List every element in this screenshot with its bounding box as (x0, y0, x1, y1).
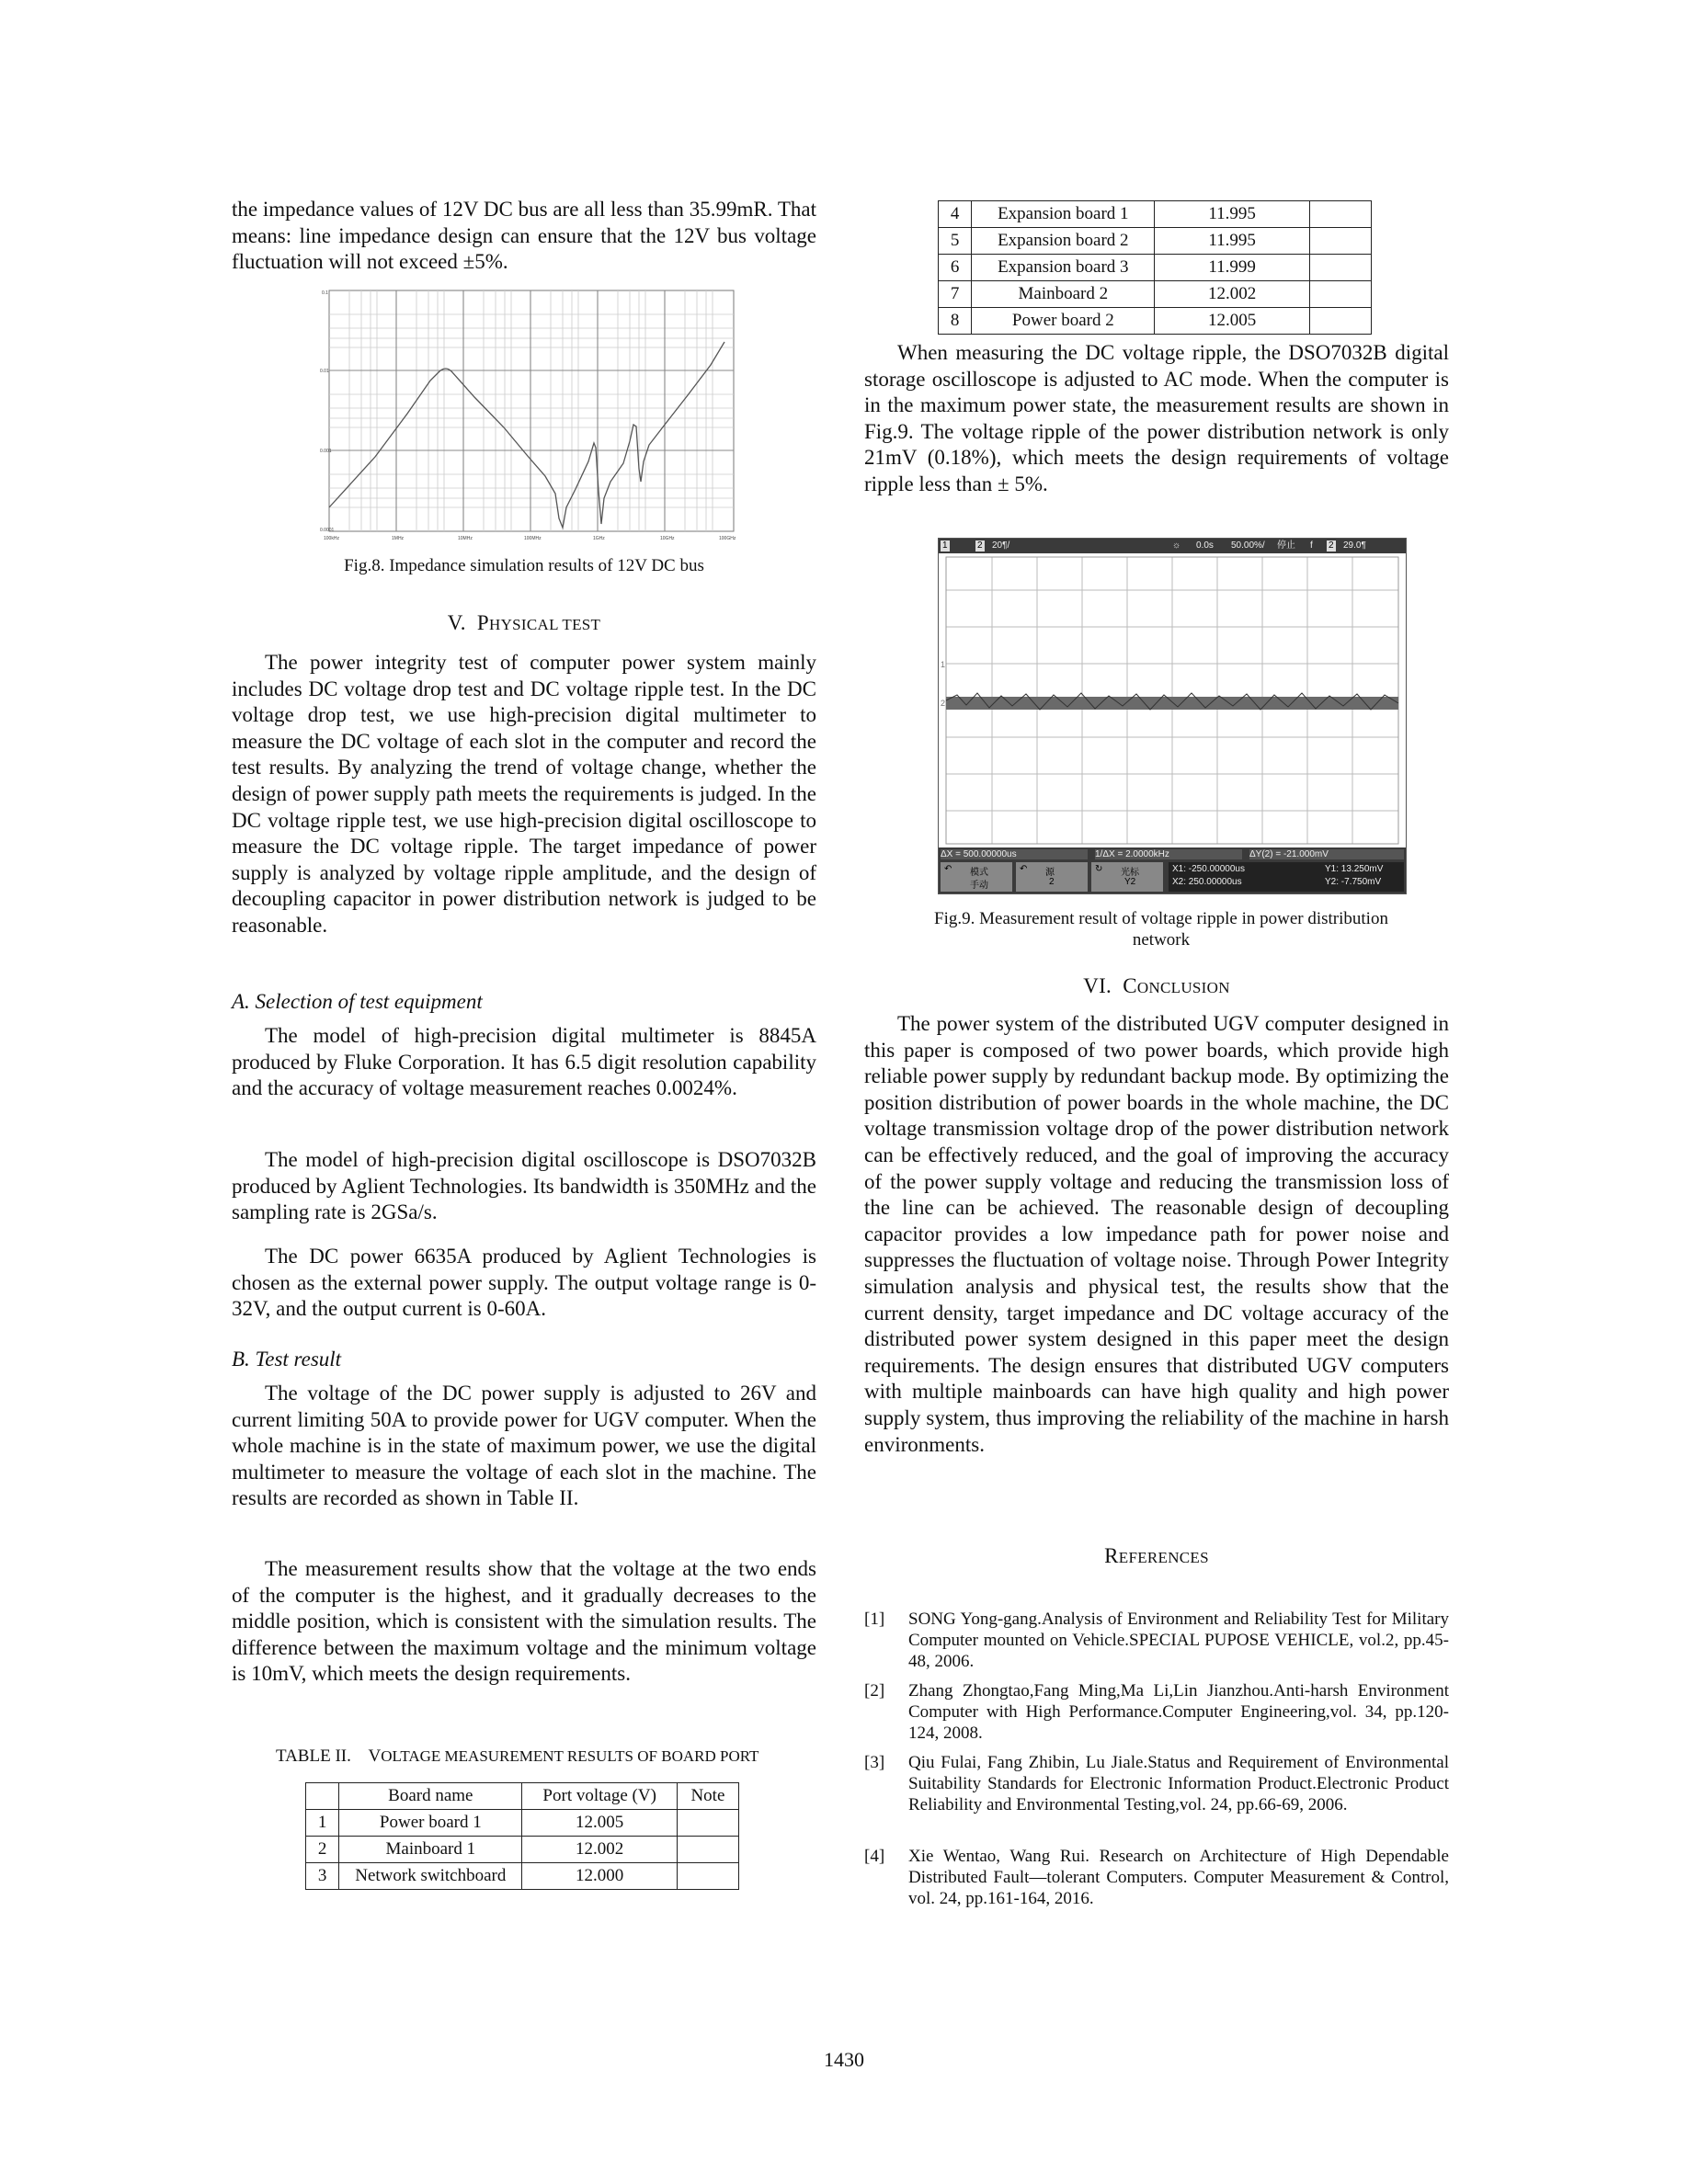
fig8-caption: Fig.8. Impedance simulation results of 12V DC bus (344, 556, 704, 575)
section-5-paragraph: The power integrity test of computer power system mainly includes DC voltage drop test and DC voltage ripple test. In the DC voltage drop test, we use high-precision digital multimeter to measure the DC voltage of each slot in the computer and record the test results. By analyzing the trend of voltage change, whether the design of power supply path meets the requirements is judged. In the DC voltage ripple test, we use high-precision digital oscilloscope to measure the DC voltage ripple. The target impedance of power supply is analyzed by voltage ripple amplitude, and the design of decoupling capacitor in power distribution network is judged to be reasonable. (232, 651, 816, 937)
table-cell: 12.002 (1155, 281, 1309, 308)
table-cell: 5 (939, 228, 972, 255)
scope-run-state: 停止 (1277, 540, 1295, 551)
fig8-xtick: 100GHz (719, 536, 736, 541)
table-cell: 1 (306, 1810, 339, 1837)
fig8-svg (320, 287, 743, 544)
section-6-title-rest: ONCLUSION (1136, 979, 1230, 996)
undo-icon: ↶ (944, 864, 952, 874)
scope-measure-dy: ΔY(2) = -21.000mV (1249, 849, 1404, 859)
table-row (939, 255, 1372, 281)
table-cell: Power board 2 (972, 308, 1155, 335)
table-cell: Expansion board 2 (972, 228, 1155, 255)
svg-text:2: 2 (941, 699, 946, 708)
fig8-impedance-plot (320, 287, 743, 544)
softkey-label: 模式 (970, 868, 988, 878)
table-2-part-1 (305, 1782, 739, 1890)
scope-mode-softkey[interactable] (941, 862, 1012, 892)
section-5-heading (232, 611, 816, 635)
knob-icon: ↻ (1095, 864, 1103, 874)
table-cell: Power board 1 (339, 1810, 522, 1837)
table-cell: Mainboard 1 (339, 1837, 522, 1863)
conclusion-paragraph: The power system of the distributed UGV computer designed in this paper is composed of two power boards, which provide high reliable power supply by redundant backup mode. By optimizing the position distribution of power boards in the whole machine, the DC voltage transmission voltage drop of the power distribution network can be effectively reduced, and the goal of improving the accuracy of the power supply voltage and reducing the transmission loss of the line can be achieved. The reasonable design of decoupling capacitor provides a low impedance path for power noise and suppresses the fluctuation of voltage noise. Through Power Integrity simulation analysis and physical test, the results show that the current density, target impedance and DC voltage accuracy of the distributed power system designed in this paper meet the design requirements. The design ensures that distributed UGV computers with multiple mainboards can have high quality and high power supply system, thus improving the reliability of the machine in harsh environments. (864, 1012, 1449, 1456)
fig8-xtick: 10GHz (660, 536, 675, 541)
table-2-part-2 (938, 200, 1372, 335)
scope-trigger-channel: 2 (1329, 540, 1334, 551)
section-6-title-initial: C (1123, 974, 1137, 997)
fig8-ytick: 0.0001 (320, 528, 335, 533)
subsection-a-paragraph-2: The model of high-precision digital oscilloscope is DSO7032B produced by Aglient Technologies. Its bandwidth is 350MHz and the sampling rate is 2GSa/s. (232, 1148, 816, 1224)
sun-icon: ☼ (1172, 540, 1181, 551)
table-row (306, 1783, 739, 1810)
page-number: 1430 (824, 2048, 864, 2071)
table-row (306, 1837, 739, 1863)
scope-ch2-indicator: 2 (977, 540, 983, 551)
scope-timebase: 50.00%/ (1231, 540, 1265, 551)
table-row (939, 308, 1372, 335)
scope-top-bar (939, 539, 1406, 553)
table-cell (1309, 201, 1371, 228)
subsection-b-paragraph-2: The measurement results show that the voltage at the two ends of the computer is the highest, and it gradually decreases to the middle position, which is consistent with the simulation results. The difference between the maximum voltage and the minimum voltage is 10mV, which meets the design requirements. (232, 1557, 816, 1686)
reference-number: [4] (864, 1847, 885, 1866)
table-cell: 11.999 (1155, 255, 1309, 281)
fig8-ytick: 0.001 (320, 449, 332, 454)
table-cell (1309, 228, 1371, 255)
scope-graticule (939, 553, 1406, 847)
table-cell (1309, 281, 1371, 308)
subsection-a-heading: A. Selection of test equipment (232, 990, 483, 1013)
table-row (939, 228, 1372, 255)
subsection-a-paragraph-1: The model of high-precision digital multimeter is 8845A produced by Fluke Corporation. It has 6.5 digit resolution capability and the accuracy of voltage measurement reaches 0.0024%. (232, 1024, 816, 1100)
fig8-ytick: 0.01 (320, 369, 329, 374)
section-5-number: V. (447, 611, 466, 634)
table-header-cell: Board name (339, 1783, 522, 1810)
scope-ch1-indicator: 1 (942, 540, 948, 551)
table-cell: 11.995 (1155, 201, 1309, 228)
table-cell: 12.000 (522, 1863, 677, 1890)
table-cell: Expansion board 1 (972, 201, 1155, 228)
table-header-cell: Note (677, 1783, 738, 1810)
scope-trigger-slope: f (1310, 540, 1313, 551)
table-cell: 7 (939, 281, 972, 308)
softkey-label: 源 (1045, 868, 1055, 878)
references-title-initial: R (1104, 1544, 1119, 1567)
table-row (939, 281, 1372, 308)
cursor-x1: X1: -250.00000us (1172, 864, 1245, 874)
section-5-title-rest: HYSICAL TEST (489, 616, 601, 633)
table-cell: 8 (939, 308, 972, 335)
table-cell: 11.995 (1155, 228, 1309, 255)
cursor-y2: Y2: -7.750mV (1325, 877, 1382, 887)
table-cell (1309, 308, 1371, 335)
table-cell: 12.002 (522, 1837, 677, 1863)
section-6-heading (864, 974, 1449, 998)
table-cell (677, 1810, 738, 1837)
table-2-caption-title: OLTAGE MEASUREMENT RESULTS OF BOARD PORT (381, 1747, 759, 1765)
table-cell: Expansion board 3 (972, 255, 1155, 281)
reference-text: Qiu Fulai, Fang Zhibin, Lu Jiale.Status and Requirement of Environmental Suitability Standards for Electronic Information Product.Electronic Product Reliability and Environmental Testing,vol. 24, pp.66-69, 2006. (908, 1753, 1449, 1814)
subsection-b-heading: B. Test result (232, 1348, 342, 1371)
scope-vertical-scale: 20¶/ (992, 540, 1010, 551)
softkey-value: 手动 (970, 881, 988, 891)
reference-item (864, 1680, 1449, 1744)
reference-item (864, 1752, 1449, 1815)
table-row (939, 201, 1372, 228)
table-2-caption (276, 1746, 758, 1767)
subsection-b-paragraph-1: The voltage of the DC power supply is adjusted to 26V and current limiting 50A to provide power for UGV computer. When the whole machine is in the state of maximum power, we use the digital multimeter to measure the voltage of each slot in the machine. The results are recorded as shown in Table II. (232, 1382, 816, 1510)
reference-item (864, 1846, 1449, 1909)
undo-icon: ↶ (1020, 864, 1028, 874)
references-title-rest: EFERENCES (1118, 1549, 1209, 1566)
scope-measure-inv-dx: 1/ΔX = 2.0000kHz (1095, 849, 1242, 859)
reference-number: [3] (864, 1753, 885, 1772)
table-cell: Mainboard 2 (972, 281, 1155, 308)
section-5-title-initial: P (476, 611, 489, 634)
intro-paragraph: the impedance values of 12V DC bus are all less than 35.99mR. That means: line impedance design can ensure that the 12V bus voltage fluctuation will not exceed ±5%. (232, 198, 816, 274)
table-cell (677, 1837, 738, 1863)
fig8-ytick: 0.1 (322, 290, 328, 296)
table-header-cell: Port voltage (V) (522, 1783, 677, 1810)
scope-bottom-bar (939, 847, 1406, 893)
scope-trigger-level: 29.0¶ (1343, 540, 1366, 551)
softkey-value: 2 (1049, 877, 1055, 887)
reference-item (864, 1609, 1449, 1672)
table-2-caption-label: TABLE II. V (276, 1746, 382, 1766)
reference-text: Xie Wentao, Wang Rui. Research on Architecture of High Dependable Distributed Fault—tolerant Computers. Computer Measurement & Control, vol. 24, pp.161-164, 2016. (908, 1847, 1449, 1908)
references-heading (864, 1544, 1449, 1568)
table-cell: 2 (306, 1837, 339, 1863)
scope-cursor-softkey[interactable] (1091, 862, 1163, 892)
cursor-y1: Y1: 13.250mV (1325, 864, 1384, 874)
table-header-cell (306, 1783, 339, 1810)
scope-time-offset: 0.0s (1196, 540, 1214, 551)
table-row (306, 1863, 739, 1890)
reference-text: SONG Yong-gang.Analysis of Environment and Reliability Test for Military Computer mounted on Vehicle.SPECIAL PUPOSE VEHICLE, vol.2, pp.45-48, 2006. (908, 1610, 1449, 1671)
fig9-oscilloscope-screen (938, 538, 1407, 894)
table-cell: 12.005 (522, 1810, 677, 1837)
softkey-value: Y2 (1124, 877, 1136, 887)
scope-measure-dx: ΔX = 500.00000us (941, 849, 1088, 859)
fig8-xtick: 100MHz (524, 536, 542, 541)
table-cell: 3 (306, 1863, 339, 1890)
subsection-a-paragraph-3: The DC power 6635A produced by Aglient Technologies is chosen as the external power supply. The output voltage range is 0-32V, and the output current is 0-60A. (232, 1245, 816, 1321)
scope-source-softkey[interactable] (1016, 862, 1088, 892)
ripple-paragraph: When measuring the DC voltage ripple, the DSO7032B digital storage oscilloscope is adjusted to AC mode. When the computer is in the maximum power state, the measurement results are shown in Fig.9. The voltage ripple of the power distribution network is only 21mV (0.18%), which meets the design requirements of voltage ripple less than ± 5%. (864, 341, 1449, 495)
reference-number: [2] (864, 1681, 885, 1701)
cursor-x2: X2: 250.00000us (1172, 877, 1242, 887)
section-6-number: VI. (1083, 974, 1112, 997)
fig8-xtick: 1MHz (392, 536, 405, 541)
fig9-caption: Fig.9. Measurement result of voltage ripple in power distribution network (934, 909, 1388, 950)
fig8-xtick: 1GHz (593, 536, 605, 541)
reference-text: Zhang Zhongtao,Fang Ming,Ma Li,Lin Jianzhou.Anti-harsh Environment Computer with High Performance.Computer Engineering,vol. 34, pp.120-124, 2008. (908, 1681, 1449, 1743)
table-cell: 6 (939, 255, 972, 281)
scope-cursor-readout (1169, 862, 1404, 892)
table-cell: Network switchboard (339, 1863, 522, 1890)
table-cell: 12.005 (1155, 308, 1309, 335)
svg-text:1: 1 (941, 660, 946, 669)
table-row (306, 1810, 739, 1837)
softkey-label: 光标 (1121, 868, 1139, 878)
table-cell (677, 1863, 738, 1890)
fig8-xtick: 100kHz (324, 536, 339, 541)
table-cell: 4 (939, 201, 972, 228)
table-cell (1309, 255, 1371, 281)
reference-number: [1] (864, 1610, 885, 1629)
fig8-xtick: 10MHz (458, 536, 473, 541)
